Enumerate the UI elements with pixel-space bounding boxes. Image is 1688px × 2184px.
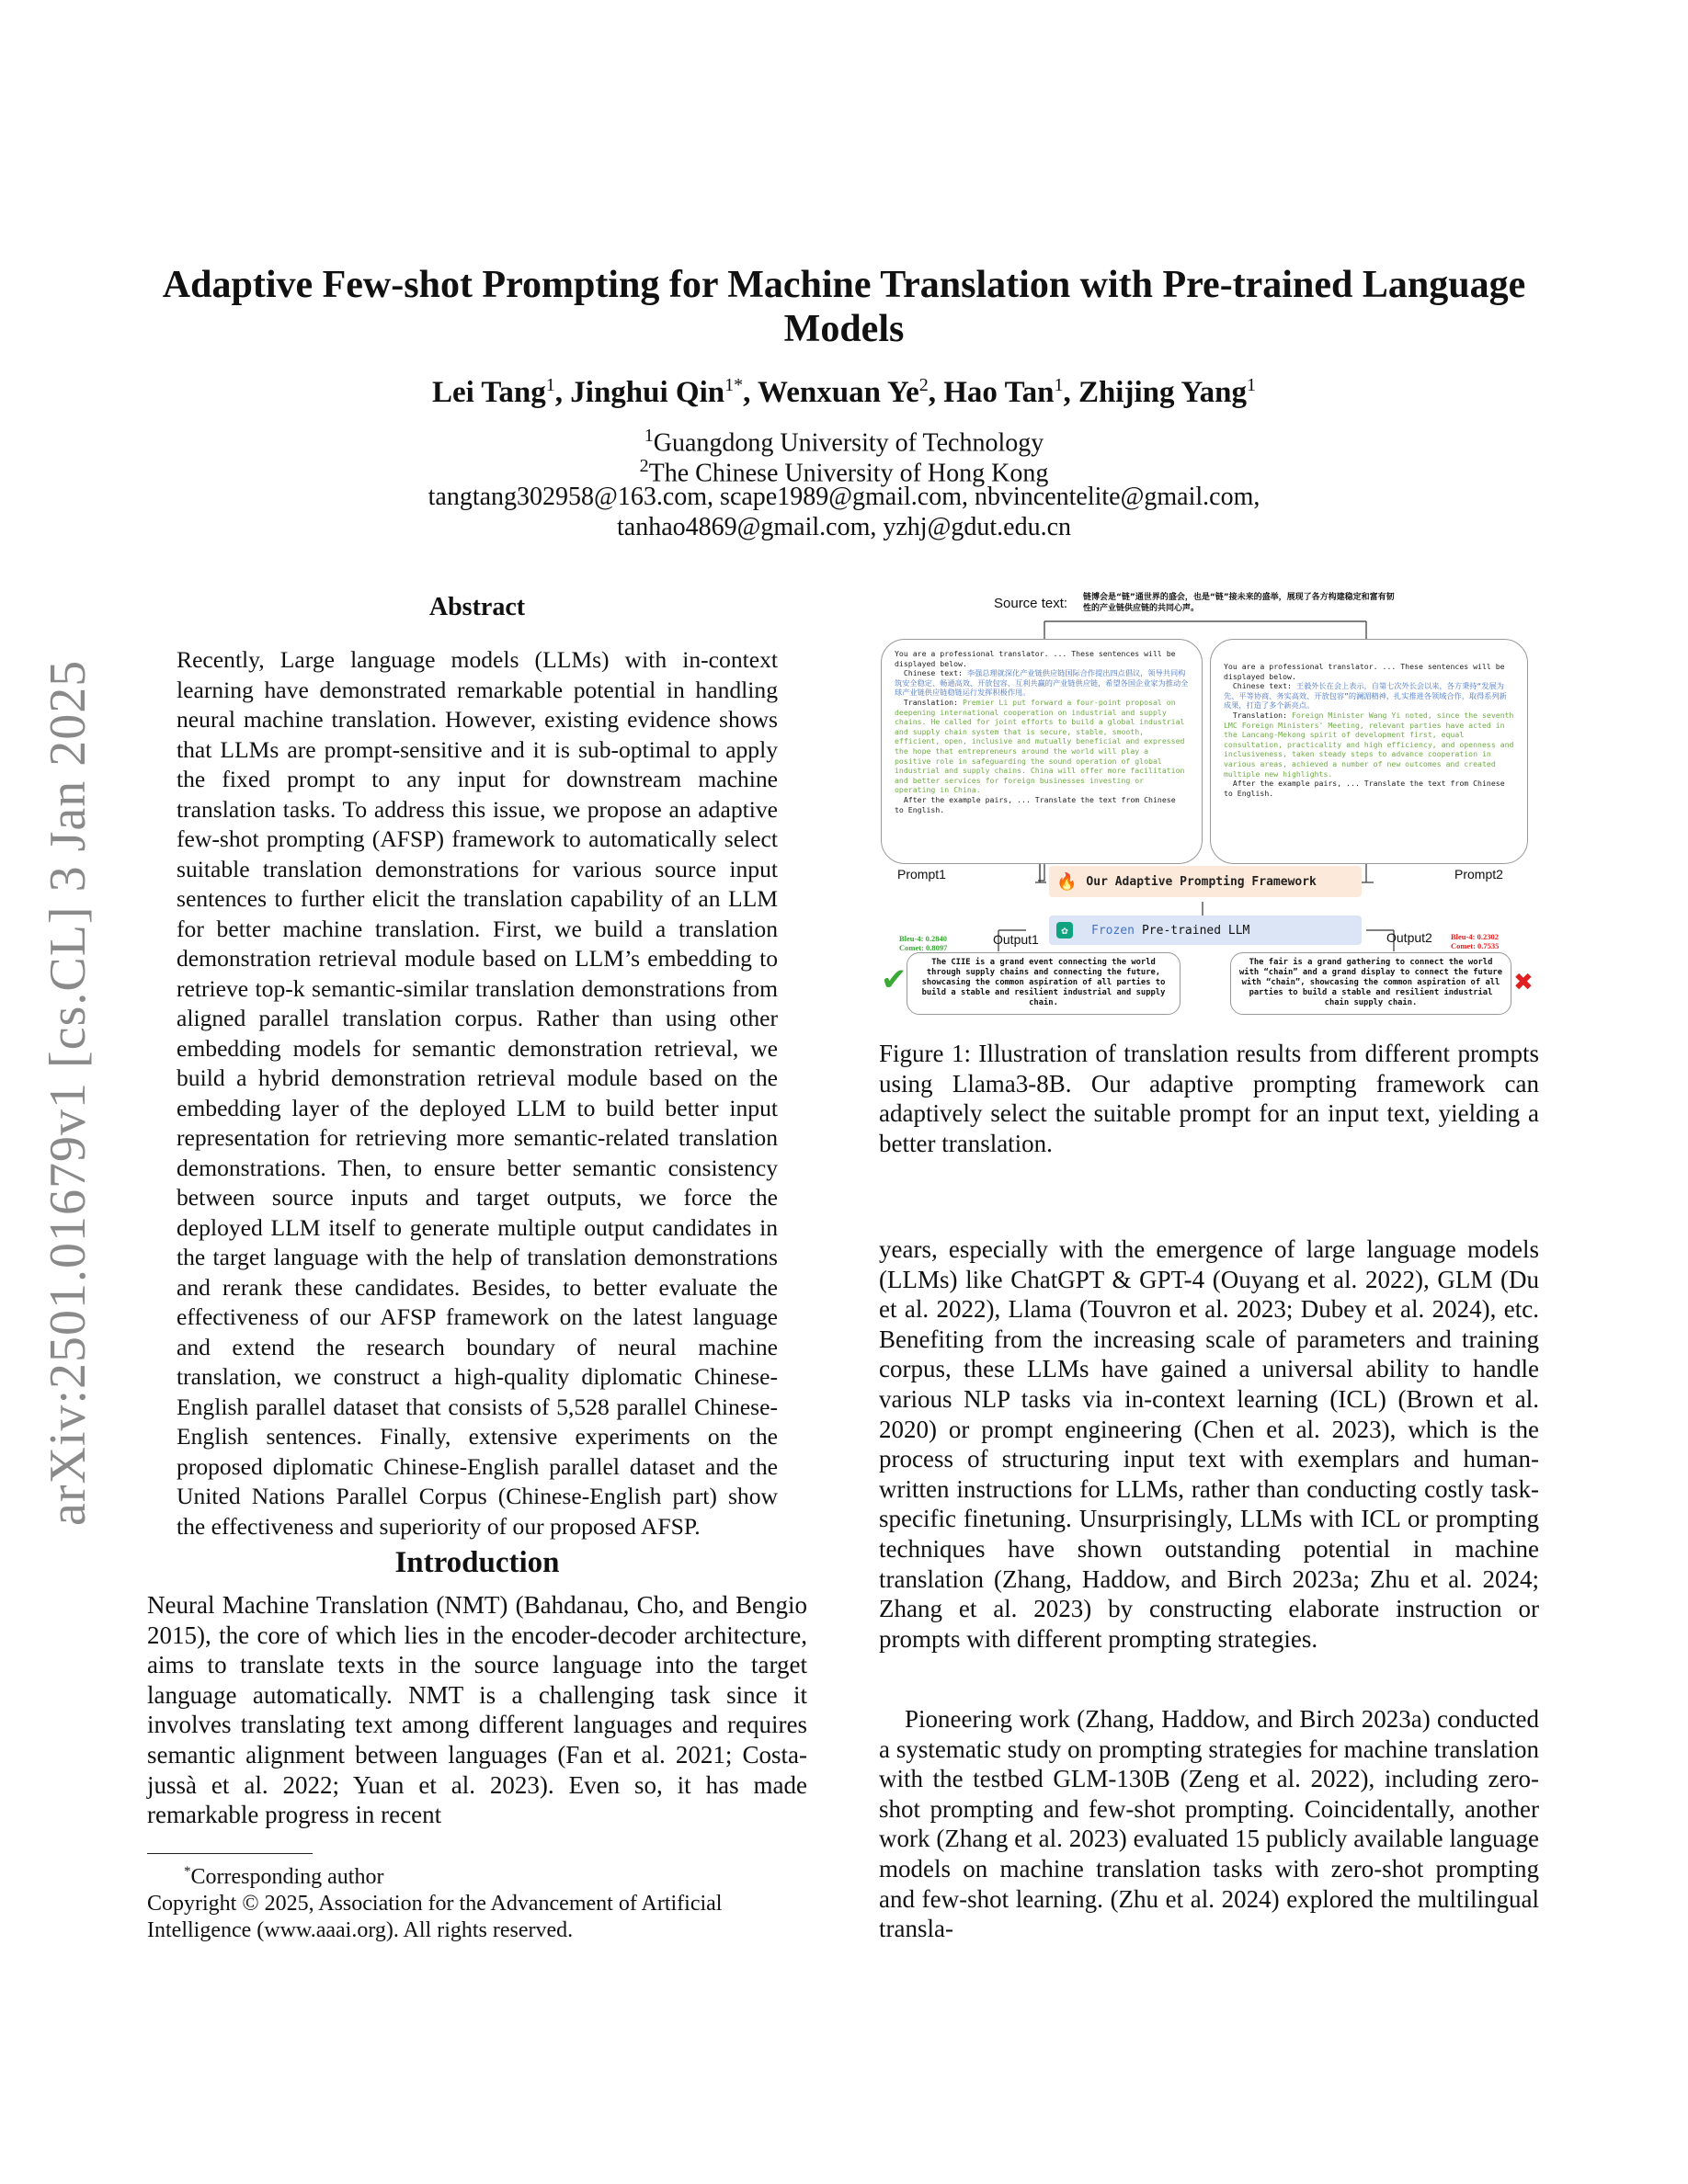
introduction-heading: Introduction (394, 1546, 560, 1579)
figure-1 (879, 588, 1541, 1022)
introduction-right-para2: Pioneering work (Zhang, Haddow, and Birch 2023a) conducted a systematic study on prompting strategies for machine translation with the testbed GLM-130B (Zeng et al. 2022), including zero-shot prompting and few-shot prompting. Coincidentally, another work (Zhang et al. 2023) evaluated 15 publicly available language models on machine translation tasks with zero-shot prompting and few-shot learning. (Zhu et al. 2024) explored the multilingual transla- (879, 1705, 1539, 1943)
source-text: 链博会是“链”通世界的盛会，也是“链”接未来的盛举，展现了各方构建稳定和富有韧性的产业链供应链的共同心声。 (1083, 593, 1395, 613)
author-list: Lei Tang$^1$, Jinghui Qin$^{1*}$, Wenxuan Ye$^2$, Hao Tan$^1$, Zhijing Yang$^1$ (431, 375, 1257, 409)
author: Wenxuan Ye (758, 376, 919, 409)
author: Jinghui Qin (570, 376, 725, 409)
arxiv-stamp-text: arXiv:2501.01679v1 [cs.CL] 3 Jan 2025 (40, 659, 97, 1526)
prompt1-chinese: 李强总理就深化产业链供应链国际合作提出四点倡议，领导共同构筑安全稳定、畅通高效、开放包容、互利共赢的产业链供应链，希望各国企业家为推动全球产业链供应链稳链运行发挥积极作用。 (895, 668, 1189, 698)
introduction-right-para1: years, especially with the emergence of large language models (LLMs) like ChatGPT & GPT-4 (Ouyang et al. 2022), GLM (Du et al. 2022), Llama (Touvron et al. 2023; Dubey et al. 2024), etc. Benefiting from the increasing scale of parameters and training corpus, these LLMs have gained a universal ability to handle various NLP tasks via in-context learning (ICL) (Brown et al. 2020) or prompt engineering (Chen et al. 2023), which is the process of structuring input text with exemplars and human-written instructions for LLMs, rather than conducting costly task-specific finetuning. Unsurprisingly, LLMs with ICL or prompting techniques have shown outstanding potential in machine translation (Zhang, Haddow, and Birch 2023a; Zhu et al. 2024; Zhang et al. 2023) by constructing elaborate instruction or prompts with different prompting strategies. (879, 1235, 1539, 1653)
output1-label: Output1 (993, 932, 1039, 947)
output1-box: The CIIE is a grand event connecting the world through supply chains and connecting the future, showcasing the common aspiration of all parties to build a stable and resilient industrial and supply chain. (907, 952, 1180, 1015)
prompt2-box: You are a professional translator. ... These sentences will be displayed below. Chinese text: 王毅外长在会上表示，自第七次外长会以来，各方秉持“发展为先、平等协商、务实高效、开放包容”的澜湄精神，扎实推进各领域合作，取得系列新成果，打造了多个新亮点。 Translation: Foreign Minister Wang Yi noted, since the seventh LMC Foreign Ministers' Meeting, relevant parties have acted in the Lancang-Mekong spirit of development first, equal consultation, practicality and high efficiency, and openness and inclusiveness, taken steady steps to advance cooperation in various areas, achieved a number of new outcomes and created multiple new highlights. After the example pairs, ... Translate the text from Chinese to English. (1210, 639, 1528, 864)
email-line: tanhao4869@gmail.com, yzhj@gdut.edu.cn (616, 513, 1072, 541)
prompt2-chinese: 王毅外长在会上表示，自第七次外长会以来，各方秉持“发展为先、平等协商、务实高效、开放包容”的澜湄精神，扎实推进各领域合作，取得系列新成果，打造了多个新亮点。 (1224, 681, 1507, 711)
output1-scores: Bleu-4: 0.2840 Comet: 0.8097 (899, 934, 948, 952)
footnote-rule (147, 1853, 313, 1854)
adaptive-framework-box: 🔥 Our Adaptive Prompting Framework (1049, 866, 1362, 897)
cross-icon: ✖ (1513, 969, 1534, 996)
introduction-left-text: Neural Machine Translation (NMT) (Bahdanau, Cho, and Bengio 2015), the core of which lies in the encoder-decoder architecture, aims to translate texts in the source language into the target language automatically. NMT is a challenging task since it involves translating text among different languages and requires semantic alignment between languages (Fan et al. 2021; Costa-jussà et al. 2022; Yuan et al. 2023). Even so, it has made remarkable progress in recent (147, 1591, 807, 1829)
affiliation: $^1$Guangdong University of Technology (644, 426, 1044, 458)
paper-title: Adaptive Few-shot Prompting for Machine Translation with Pre-trained Language Models (162, 264, 1526, 350)
prompt1-box: You are a professional translator. ... These sentences will be displayed below. Chinese text: 李强总理就深化产业链供应链国际合作提出四点倡议，领导共同构筑安全稳定、畅通高效、开放包容、互利共赢的产业链供应链，希望各国企业家为推动全球产业链供应链稳链运行发挥积极作用。 Translation: Premier Li put forward a four-point proposal on deepening international cooperation on industrial and supply chains. He called for joint efforts to build a global industrial and supply chain system that is secure, stable, smooth, efficient, open, inclusive and mutually beneficial and expressed the hope that entrepreneurs around the world will play a positive role in safeguarding the sound operation of global industrial and supply chains. China will offer more facilitation and better services for foreign businesses investing or operating in China. After the example pairs, ... Translate the text from Chinese to English. (881, 639, 1203, 864)
abstract-text: Recently, Large language models (LLMs) with in-context learning have demonstrated remarkable potential in handling neural machine translation. However, existing evidence shows that LLMs are prompt-sensitive and it is sub-optimal to apply the fixed prompt to any input for downstream machine translation tasks. To address this issue, we propose an adaptive few-shot prompting (AFSP) framework to automatically select suitable translation demonstrations for various source input sentences to further elicit the translation capability of an LLM for better machine translation. First, we build a translation demonstration retrieval module based on LLM’s embedding to retrieve top-k semantic-similar translation demonstrations from aligned parallel translation corpus. Rather than using other embedding models for semantic demonstration retrieval, we build a hybrid demonstration retrieval module based on the embedding layer of the deployed LLM to build better input representation for retrieving more semantic-related translation demonstrations. Then, to ensure better semantic consistency between source inputs and target outputs, we force the deployed LLM itself to generate multiple output candidates in the target language with the help of translation demonstrations and rerank these candidates. Besides, to better evaluate the effectiveness of our AFSP framework on the latest language and extend the research boundary of neural machine translation, we construct a high-quality diplomatic Chinese-English parallel dataset that consists of 5,528 parallel Chinese-English sentences. Finally, extensive experiments on the proposed diplomatic Chinese-English parallel dataset and the United Nations Parallel Corpus (Chinese-English part) show the effectiveness and superiority of our proposed AFSP. (177, 646, 778, 1540)
figure-caption: Figure 1: Illustration of translation results from different prompts using Llama3-8B. Our adaptive prompting framework can adaptively select the suitable prompt for an input text, yielding a better translation. (879, 1040, 1539, 1157)
prompt1-label: Prompt1 (897, 867, 946, 882)
abstract-heading: Abstract (428, 593, 526, 621)
arxiv-stamp (28, 607, 101, 1526)
affiliation: $^2$The Chinese University of Hong Kong (639, 456, 1049, 488)
chatgpt-icon: ✿ (1056, 922, 1073, 938)
footnote-corresponding: Corresponding author (190, 1865, 384, 1889)
fire-icon: 🔥 (1056, 871, 1078, 892)
llm-box: ✿ Frozen Pre-trained LLM (1049, 916, 1362, 945)
author: Zhijing Yang (1078, 376, 1248, 409)
prompt2-label: Prompt2 (1454, 867, 1503, 882)
output2-box: The fair is a grand gathering to connect the world with “chain” and a grand display to connect the future with “chain”, showcasing the common aspiration of all parties to build a stable and resilient industrial chain supply chain. (1230, 952, 1511, 1015)
email-line: tangtang302958@163.com, scape1989@gmail.com, nbvincentelite@gmail.com, (428, 483, 1260, 511)
footnote-copyright: Copyright © 2025, Association for the Advancement of Artificial Intelligence (www.aaai.org). All rights reserved. (147, 1892, 723, 1942)
output2-label: Output2 (1386, 930, 1432, 945)
author: Lei Tang (431, 376, 546, 409)
prompt2-translation: Foreign Minister Wang Yi noted, since the seventh LMC Foreign Ministers' Meeting, relevant parties have acted in the Lancang-Mekong spirit of development first, equal consultation, practicality and high efficiency, and openness and inclusiveness, taken steady steps to advance cooperation in various areas, achieved a number of new outcomes and created multiple new highlights. (1224, 710, 1514, 779)
footnote: *Corresponding author Copyright © 2025, Association for the Advancement of Artificial Intelligence (www.aaai.org). All rights reserved. (147, 1859, 807, 1944)
prompt1-translation: Premier Li put forward a four-point proposal on deepening international cooperation on industrial and supply chains. He called for joint efforts to build a global industrial and supply chain system that is secure, stable, smooth, efficient, open, inclusive and mutually beneficial and expressed the hope that entrepreneurs around the world will play a positive role in safeguarding the sound operation of global industrial and supply chains. China will offer more facilitation and better services for foreign businesses investing or operating in China. (895, 697, 1185, 795)
author: Hao Tan (943, 376, 1055, 409)
source-text-label: Source text: (994, 596, 1068, 611)
output2-scores: Bleu-4: 0.2302 Comet: 0.7535 (1451, 932, 1500, 950)
check-icon: ✔ (881, 961, 907, 998)
